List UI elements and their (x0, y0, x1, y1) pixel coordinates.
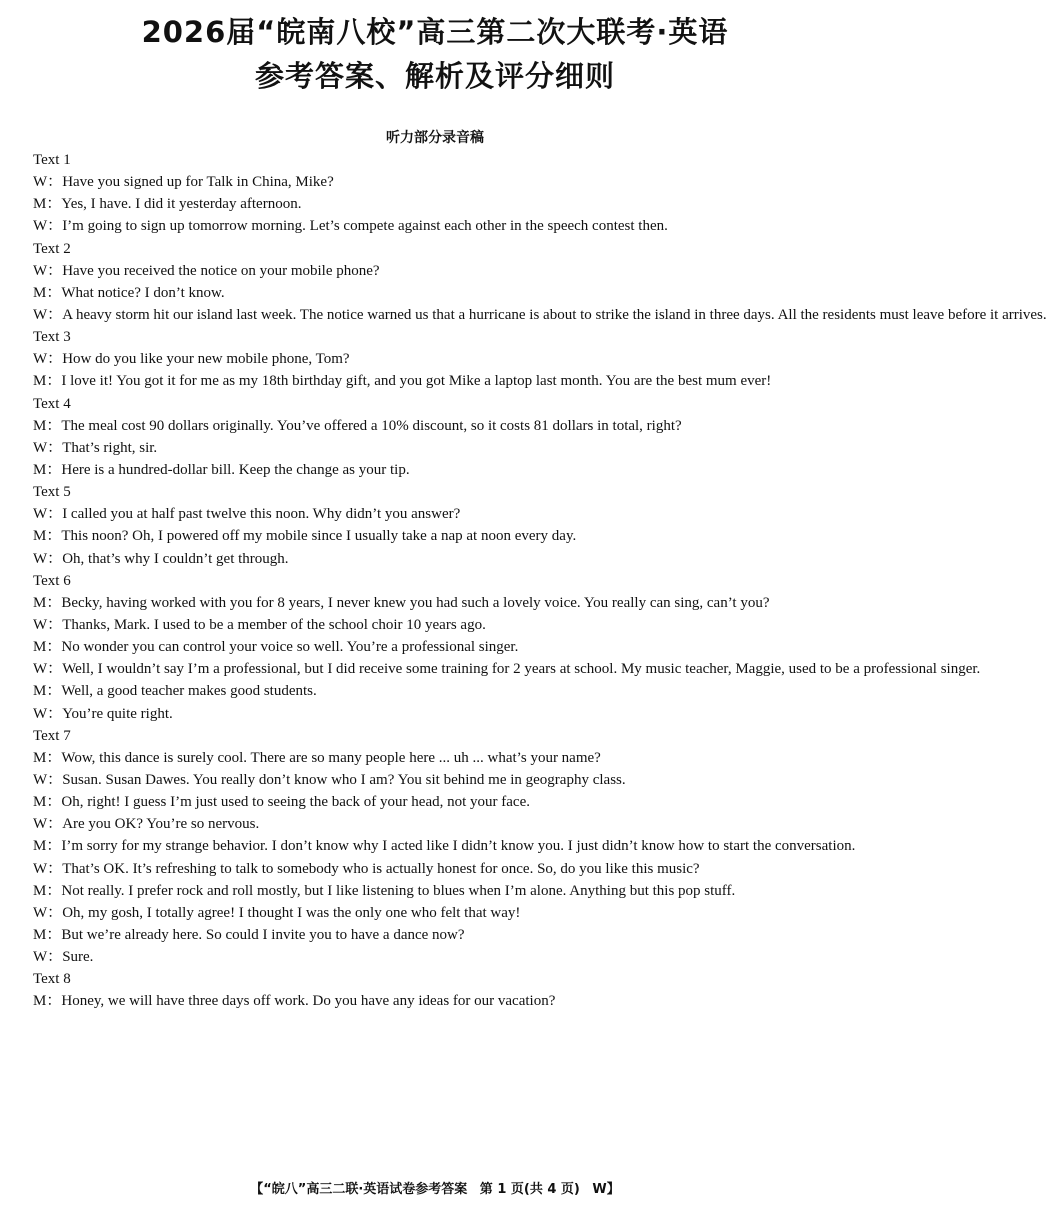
text-label: Text 3 (33, 329, 71, 346)
utterance-text: Susan. Susan Dawes. You really don’t know who I am? You sit behind me in geography class. (62, 771, 626, 788)
utterance-text: I’m sorry for my strange behavior. I don’t know why I acted like I didn’t know you. I just didn’t know how to start the conversation. (61, 838, 856, 855)
dialogue-line: W ： Susan. Susan Dawes. You really don’t know who I am? You sit behind me in geography class. (33, 769, 843, 791)
transcript-body (33, 149, 1047, 1012)
dialogue-line: W ： Well, I wouldn’t say I’m a professional, but I did receive some training for 2 years at school. My music teacher, Maggie, used to be a professional singer. (33, 658, 843, 680)
dialogue-line: W ： I’m going to sign up tomorrow morning. Let’s compete against each other in the speech contest then. (33, 215, 843, 237)
speaker-label: W (33, 705, 48, 722)
utterance-text: I love it! You got it for me as my 18th birthday gift, and you got Mike a laptop last month. You are the best mum ever! (61, 373, 772, 390)
dialogue-line: M ： What notice? I don’t know. (33, 282, 843, 304)
utterance-text: But we’re already here. So could I invite you to have a dance now? (61, 926, 465, 943)
dialogue-line: W ： Oh, my gosh, I totally agree! I thought I was the only one who felt that way! (33, 902, 843, 924)
dialogue-line: W ： Sure. (33, 946, 843, 968)
text-label: Text 5 (33, 484, 71, 501)
dialogue-line: W ： A heavy storm hit our island last week. The notice warned us that a hurricane is about to strike the island in three days. All the residents must leave before it arrives. (33, 304, 843, 326)
utterance-text: Oh, right! I guess I’m just used to seeing the back of your head, not your face. (61, 794, 530, 811)
utterance-text: Have you received the notice on your mobile phone? (62, 262, 380, 279)
dialogue-line: M ： Honey, we will have three days off work. Do you have any ideas for our vacation? (33, 990, 843, 1012)
dialogue-line: W ： Have you received the notice on your mobile phone? (33, 260, 843, 282)
text-label: Text 8 (33, 971, 71, 988)
dialogue-line: M ： No wonder you can control your voice so well. You’re a professional singer. (33, 636, 843, 658)
dialogue-line: M ： Yes, I have. I did it yesterday afternoon. (33, 193, 843, 215)
section-title: 听力部分录音稿 (386, 130, 484, 146)
speaker-label: M (33, 528, 47, 545)
utterance-text: You’re quite right. (62, 705, 173, 722)
utterance-text: That’s right, sir. (62, 439, 158, 456)
utterance-text: Well, a good teacher makes good students. (61, 683, 317, 700)
text-label: Text 2 (33, 240, 71, 257)
utterance-text: Here is a hundred-dollar bill. Keep the change as your tip. (61, 461, 410, 478)
dialogue-line: M ： Well, a good teacher makes good students. (33, 680, 843, 702)
utterance-text: Oh, that’s why I couldn’t get through. (62, 550, 289, 567)
utterance-text: Sure. (62, 949, 94, 966)
speaker-label: W (33, 262, 48, 279)
utterance-text: The meal cost 90 dollars originally. You’ve offered a 10% discount, so it costs 81 dollars in total, right? (61, 417, 682, 434)
speaker-label: M (33, 794, 47, 811)
dialogue-line: W ： Oh, that’s why I couldn’t get through. (33, 548, 843, 570)
document-title: 2026届“皖南八校”高三第二次大联考·英语 (141, 15, 729, 49)
utterance-text: Well, I wouldn’t say I’m a professional, but I did receive some training for 2 years at school. My music teacher, Maggie, used to be a professional singer. (62, 661, 981, 678)
speaker-label: W (33, 661, 48, 678)
utterance-text: What notice? I don’t know. (61, 284, 225, 301)
dialogue-line: M ： Becky, having worked with you for 8 years, I never knew you had such a lovely voice. You really can sing, can’t you? (33, 592, 843, 614)
speaker-label: M (33, 683, 47, 700)
speaker-label: W (33, 351, 48, 368)
dialogue-line: M ： The meal cost 90 dollars originally. You’ve offered a 10% discount, so it costs 81 dollars in total, right? (33, 415, 843, 437)
speaker-label: M (33, 461, 47, 478)
dialogue-line: W ： How do you like your new mobile phone, Tom? (33, 348, 843, 370)
speaker-label: W (33, 439, 48, 456)
utterance-text: Honey, we will have three days off work. Do you have any ideas for our vacation? (61, 993, 556, 1010)
dialogue-line: W ： I called you at half past twelve this noon. Why didn’t you answer? (33, 503, 843, 525)
utterance-text: This noon? Oh, I powered off my mobile since I usually take a nap at noon every day. (61, 528, 577, 545)
speaker-label: M (33, 926, 47, 943)
utterance-text: That’s OK. It’s refreshing to talk to somebody who is actually honest for once. So, do you like this music? (62, 860, 700, 877)
page-footer (0, 1180, 870, 1200)
dialogue-line: W ： Have you signed up for Talk in China, Mike? (33, 171, 843, 193)
utterance-text: I’m going to sign up tomorrow morning. Let’s compete against each other in the speech contest then. (62, 218, 668, 235)
speaker-label: W (33, 174, 48, 191)
dialogue-line: M ： Here is a hundred-dollar bill. Keep the change as your tip. (33, 459, 843, 481)
dialogue-line: M ： This noon? Oh, I powered off my mobile since I usually take a nap at noon every day. (33, 525, 843, 547)
utterance-text: Thanks, Mark. I used to be a member of the school choir 10 years ago. (62, 616, 486, 633)
utterance-text: Wow, this dance is surely cool. There are so many people here ... uh ... what’s your name? (61, 749, 601, 766)
speaker-label: W (33, 218, 48, 235)
footer-version: W】 (592, 1182, 620, 1197)
speaker-label: M (33, 838, 47, 855)
speaker-label: W (33, 771, 48, 788)
speaker-label: W (33, 550, 48, 567)
speaker-label: M (33, 373, 47, 390)
speaker-label: M (33, 284, 47, 301)
text-label: Text 6 (33, 572, 71, 589)
document-subtitle: 参考答案、解析及评分细则 (254, 59, 615, 93)
dialogue-line: M ： I’m sorry for my strange behavior. I don’t know why I acted like I didn’t know you. I just didn’t know how to start the conversation. (33, 835, 843, 857)
speaker-label: M (33, 417, 47, 434)
dialogue-line: M ： Not really. I prefer rock and roll mostly, but I like listening to blues when I’m alone. Anything but this pop stuff. (33, 880, 843, 902)
speaker-label: W (33, 306, 48, 323)
text-label: Text 4 (33, 395, 71, 412)
dialogue-line: M ： Wow, this dance is surely cool. There are so many people here ... uh ... what’s your name? (33, 747, 843, 769)
speaker-label: M (33, 749, 47, 766)
speaker-label: W (33, 616, 48, 633)
dialogue-line: W ： Are you OK? You’re so nervous. (33, 813, 843, 835)
speaker-label: W (33, 860, 48, 877)
speaker-label: M (33, 639, 47, 656)
dialogue-line: M ： I love it! You got it for me as my 18th birthday gift, and you got Mike a laptop last month. You are the best mum ever! (33, 370, 843, 392)
utterance-text: Have you signed up for Talk in China, Mike? (62, 174, 334, 191)
utterance-text: No wonder you can control your voice so well. You’re a professional singer. (61, 639, 519, 656)
dialogue-line: W ： That’s right, sir. (33, 437, 843, 459)
utterance-text: A heavy storm hit our island last week. The notice warned us that a hurricane is about to strike the island in three days. All the residents must leave before it arrives. (62, 306, 1047, 323)
dialogue-line: W ： That’s OK. It’s refreshing to talk to somebody who is actually honest for once. So, do you like this music? (33, 858, 843, 880)
speaker-label: W (33, 506, 48, 523)
dialogue-line: M ： Oh, right! I guess I’m just used to seeing the back of your head, not your face. (33, 791, 843, 813)
utterance-text: Oh, my gosh, I totally agree! I thought I was the only one who felt that way! (62, 904, 521, 921)
speaker-label: M (33, 594, 47, 611)
speaker-label: W (33, 904, 48, 921)
speaker-label: M (33, 993, 47, 1010)
speaker-label: M (33, 882, 47, 899)
utterance-text: Are you OK? You’re so nervous. (62, 816, 260, 833)
dialogue-line: W ： You’re quite right. (33, 703, 843, 725)
dialogue-line: M ： But we’re already here. So could I invite you to have a dance now? (33, 924, 843, 946)
dialogue-line: W ： Thanks, Mark. I used to be a member of the school choir 10 years ago. (33, 614, 843, 636)
footer-exam-label: 【“皖八”高三二联·英语试卷参考答案 (250, 1182, 468, 1197)
speaker-label: W (33, 816, 48, 833)
text-label: Text 1 (33, 152, 71, 168)
footer-page-number: 第 1 页(共 4 页) (479, 1182, 580, 1197)
utterance-text: Not really. I prefer rock and roll mostly, but I like listening to blues when I’m alone. Anything but this pop stuff. (61, 882, 736, 899)
utterance-text: How do you like your new mobile phone, Tom? (62, 351, 350, 368)
utterance-text: Yes, I have. I did it yesterday afternoon. (61, 196, 302, 213)
utterance-text: Becky, having worked with you for 8 years, I never knew you had such a lovely voice. You really can sing, can’t you? (61, 594, 770, 611)
utterance-text: I called you at half past twelve this noon. Why didn’t you answer? (62, 506, 461, 523)
speaker-label: W (33, 949, 48, 966)
speaker-label: M (33, 196, 47, 213)
text-label: Text 7 (33, 727, 71, 744)
